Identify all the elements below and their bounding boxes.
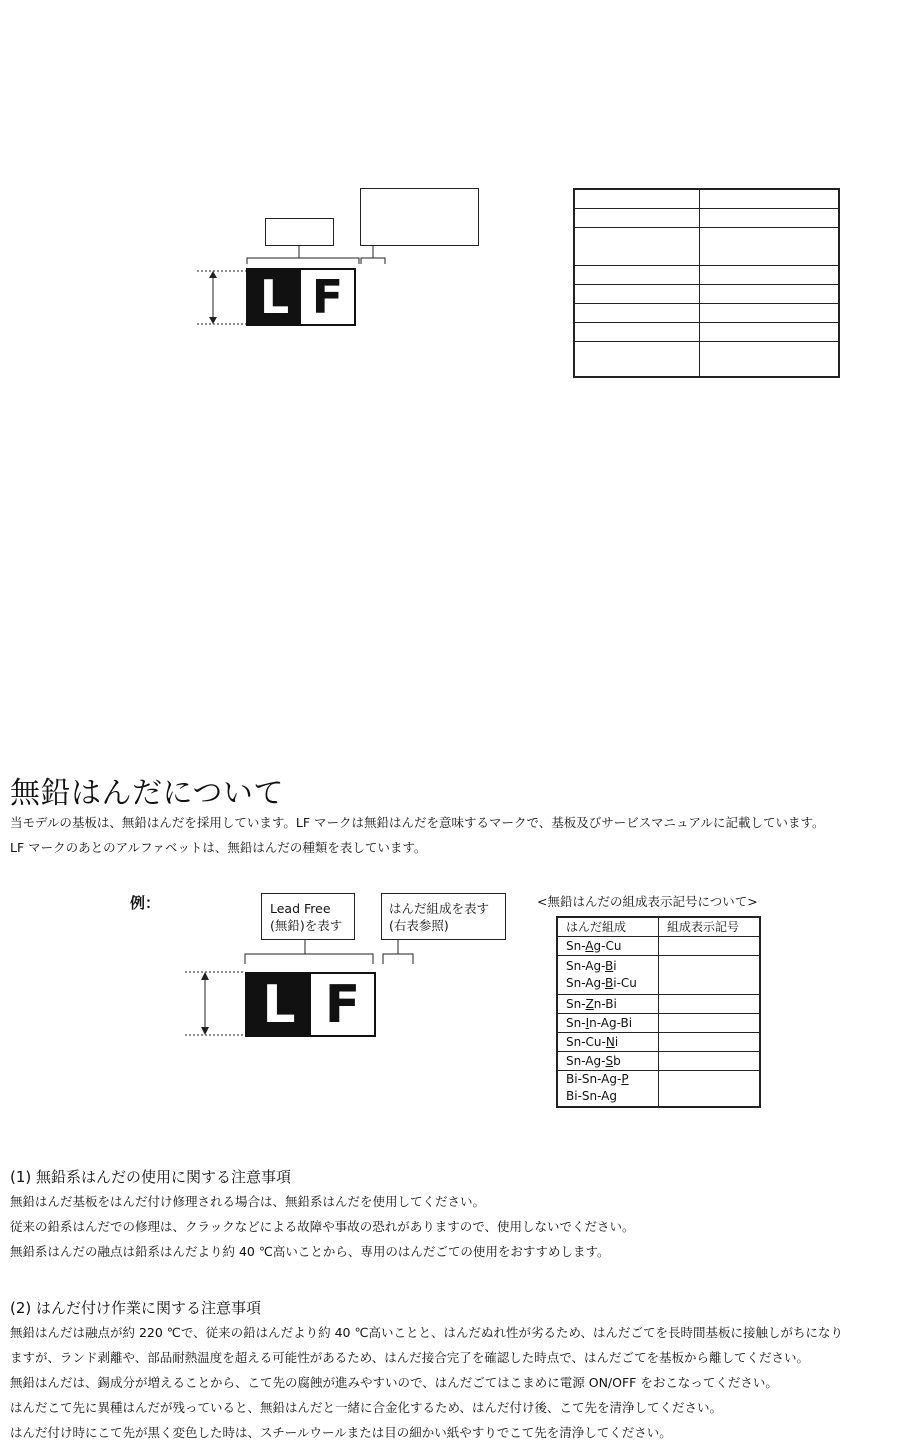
table-cell-composition: Sn-In-Ag-Bi — [557, 1013, 659, 1032]
composition-box-line-1: はんだ組成を表す — [389, 901, 490, 916]
upper-table — [573, 188, 840, 378]
section1-line-2: 従来の鉛系はんだでの修理は、クラックなどによる故障や事故の恐れがありますので、使用しないでください。 — [10, 1219, 635, 1234]
table-cell-symbol — [659, 1070, 761, 1107]
example-label: 例： — [130, 894, 161, 912]
table-row — [557, 955, 760, 994]
page-title: 無鉛はんだについて — [10, 776, 284, 811]
section2-line-3: 無鉛はんだは、錫成分が増えることから、こて先の腐蝕が進みやすいので、はんだごてはこまめに電源 ON/OFF をおこなってください。 — [10, 1375, 778, 1390]
table-cell-composition: Sn-Ag-Sb — [557, 1051, 659, 1070]
table-cell-symbol — [659, 936, 761, 955]
table-cell-symbol — [659, 994, 761, 1013]
lead-free-box-line-1: Lead Free — [270, 901, 331, 916]
table-cell-composition: Bi-Sn-Ag-P Bi-Sn-Ag — [557, 1070, 659, 1107]
section1-line-3: 無鉛系はんだの融点は鉛系はんだより約 40 ℃高いことから、専用のはんだごての使用をおすすめします。 — [10, 1244, 610, 1259]
table-cell-composition: Sn-Ag-Cu — [557, 936, 659, 955]
lead-free-box — [261, 893, 355, 940]
intro-line-2: LF マークのあとのアルファベットは、無鉛はんだの種類を表しています。 — [10, 840, 427, 855]
table-cell-composition: Sn-Zn-Bi — [557, 994, 659, 1013]
table-row — [557, 1051, 760, 1070]
lf-mark-l: L — [247, 974, 311, 1035]
section2-line-4: はんだこて先に異種はんだが残っていると、無鉛はんだと一緒に合金化するため、はんだ付け後、こて先を清浄してください。 — [10, 1400, 723, 1415]
table-row — [557, 936, 760, 955]
upper-label-box-2 — [360, 188, 479, 246]
upper-label-box-1 — [265, 218, 334, 246]
table-cell-symbol — [659, 1051, 761, 1070]
table-row — [557, 1013, 760, 1032]
intro-line-1: 当モデルの基板は、無鉛はんだを採用しています。LF マークは無鉛はんだを意味するマークで、基板及びサービスマニュアルに記載しています。 — [10, 815, 825, 830]
table-row — [557, 1032, 760, 1051]
section2-heading: (2) はんだ付け作業に関する注意事項 — [10, 1299, 262, 1317]
upper-lf-mark — [246, 268, 356, 326]
composition-table — [556, 916, 761, 1108]
table-header-row — [557, 917, 760, 936]
table-cell-symbol — [659, 955, 761, 994]
upper-lf-mark-f: F — [301, 270, 354, 324]
table-row — [557, 994, 760, 1013]
section2-line-5: はんだ付け時にこて先が黒く変色した時は、スチールウールまたは目の細かい紙やすりでこて先を清浄してください。 — [10, 1425, 672, 1440]
upper-lf-mark-l: L — [248, 270, 301, 324]
lf-mark-f: F — [311, 974, 374, 1035]
table-caption: <無鉛はんだの組成表示記号について> — [537, 894, 758, 909]
table-cell-symbol — [659, 1032, 761, 1051]
table-cell-composition: Sn-Ag-Bi Sn-Ag-Bi-Cu — [557, 955, 659, 994]
lead-free-box-line-2: (無鉛)を表す — [270, 918, 343, 933]
header-composition: はんだ組成 — [557, 917, 659, 936]
composition-box-line-2: (右表参照) — [389, 918, 449, 933]
table-row — [557, 1070, 760, 1107]
table-cell-symbol — [659, 1013, 761, 1032]
section2-line-2: ますが、ランド剥離や、部品耐熱温度を超える可能性があるため、はんだ接合完了を確認した時点で、はんだごてを基板から離してください。 — [10, 1350, 810, 1365]
section1-heading: (1) 無鉛系はんだの使用に関する注意事項 — [10, 1168, 292, 1186]
section1-line-1: 無鉛はんだ基板をはんだ付け修理される場合は、無鉛系はんだを使用してください。 — [10, 1194, 486, 1209]
table-cell-composition: Sn-Cu-Ni — [557, 1032, 659, 1051]
composition-box — [381, 893, 506, 940]
lf-mark — [245, 972, 376, 1037]
section2-line-1: 無鉛はんだは融点が約 220 ℃で、従来の鉛はんだより約 40 ℃高いことと、はんだぬれ性が劣るため、はんだごてを長時間基板に接触しがちになり — [10, 1325, 843, 1340]
header-symbol: 組成表示記号 — [659, 917, 761, 936]
